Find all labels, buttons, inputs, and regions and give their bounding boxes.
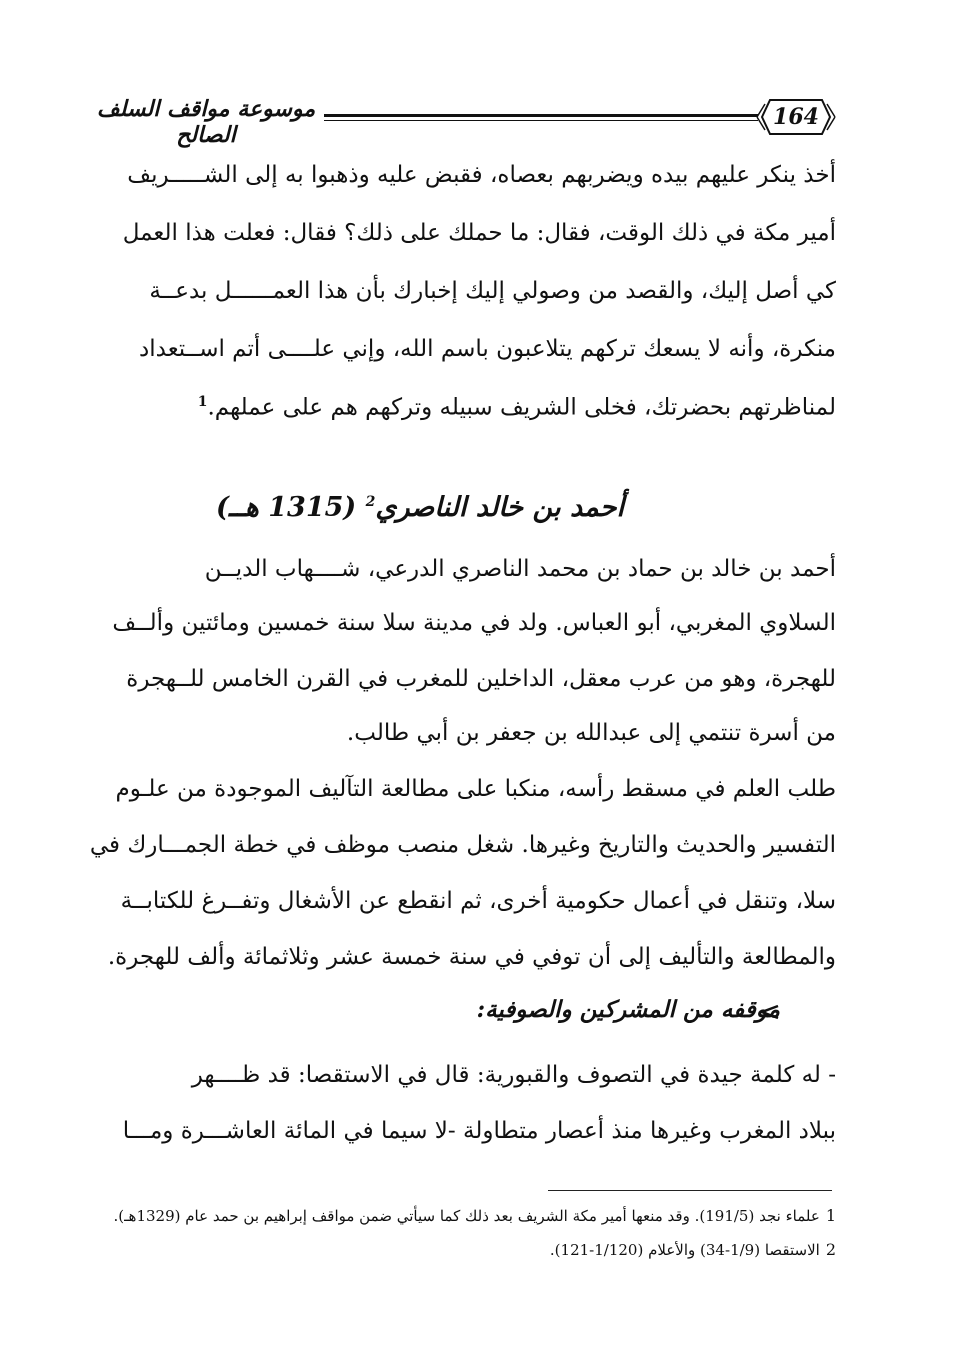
biography-heading <box>200 492 640 523</box>
text-line: منكرة، وأنه لا يسعك تركهم يتلاعبون باسم الله، وإني علــــى أتم اســتعداد <box>138 336 836 362</box>
footnote-item <box>114 1206 837 1225</box>
footnote-number: 1 <box>825 1206 836 1225</box>
footnote-ref[interactable]: 1 <box>197 394 208 410</box>
page-header <box>88 90 840 150</box>
paragraph-continuation <box>88 150 836 430</box>
heading-year: (1315 هــ) <box>216 492 357 523</box>
footnote-ref[interactable]: 2 <box>365 494 376 510</box>
subsection-heading: موقفه من المشركين والصوفية: <box>476 996 780 1023</box>
footnote-text: الاستقصا (1/9-34) والأعلام (1/120-121). <box>549 1241 820 1259</box>
footnote-item <box>550 1240 836 1259</box>
footnote-divider <box>548 1190 832 1191</box>
heading-name: أحمد بن خالد الناصري <box>375 492 624 523</box>
text-line: السلاوي المغربي، أبو العباس. ولد في مدينة سلا سنة خمسين ومائتين وألــف <box>112 610 836 636</box>
paragraph-career <box>88 766 836 986</box>
text-line: للهجرة، وهو من عرب معقل، الداخلين للمغرب في القرن الخامس للــهجرة <box>126 666 836 692</box>
text-line: كي أصل إليك، والقصد من وصولي إليك إخبارك بأن هذا العمــــــل بدعــة <box>149 278 836 304</box>
footnote-text: علماء نجد (191/5). وقد منعها أمير مكة الشريف بعد ذلك كما سيأتي ضمن مواقف إبراهيم بن حمد عام (1329هـ). <box>113 1207 820 1225</box>
text-line <box>198 394 836 421</box>
text-line: - له كلمة جيدة في التصوف والقبورية: قال في الاستقصا: قد ظــــهر <box>191 1062 836 1088</box>
text-line: من أسرة تنتمي إلى عبدالله بن جعفر بن أبي طالب. <box>346 720 836 746</box>
text-line: والمطالعة والتأليف إلى أن توفي في سنة خمسة عشر وثلاثمائة وألف للهجرة. <box>107 944 836 970</box>
paragraph-biography <box>88 556 836 766</box>
series-title: موسوعة مواقف السلف الصالح <box>96 96 316 148</box>
text-line-content: لمناظرتهم بحضرتك، فخلى الشريف سبيله وتركهم هم على عملهم. <box>207 394 836 421</box>
text-line: سلا، وتنقل في أعمال حكومية أخرى، ثم انقطع عن الأشغال وتفــرغ للكتابــة <box>120 888 836 914</box>
page-number: 164 <box>773 104 819 130</box>
text-line: أحمد بن خالد بن حماد بن محمد الناصري الدرعي، شــــهاب الديــن <box>204 556 836 582</box>
footnote-number: 2 <box>825 1240 836 1259</box>
text-line: طلب العلم في مسقط رأسه، منكبا على مطالعة التآليف الموجودة من علـوم <box>115 776 836 802</box>
text-line: أخذ ينكر عليهم بيده ويضربهم بعصاه، فقبض عليه وذهبوا به إلى الشـــــريف <box>127 162 836 188</box>
header-rule <box>324 114 758 121</box>
text-line: أمير مكة في ذلك الوقت، فقال: ما حملك على ذلك؟ فقال: فعلت هذا العمل <box>122 220 836 246</box>
text-line: ببلاد المغرب وغيرها منذ أعصار متطاولة -لا سيما في المائة العاشـــرة ومـــا <box>122 1118 836 1144</box>
paragraph-position <box>88 1054 836 1164</box>
text-line: التفسير والحديث والتاريخ وغيرها. شغل منصب موظف في خطة الجمـــارك في <box>89 832 836 858</box>
page-number-badge <box>756 94 836 140</box>
